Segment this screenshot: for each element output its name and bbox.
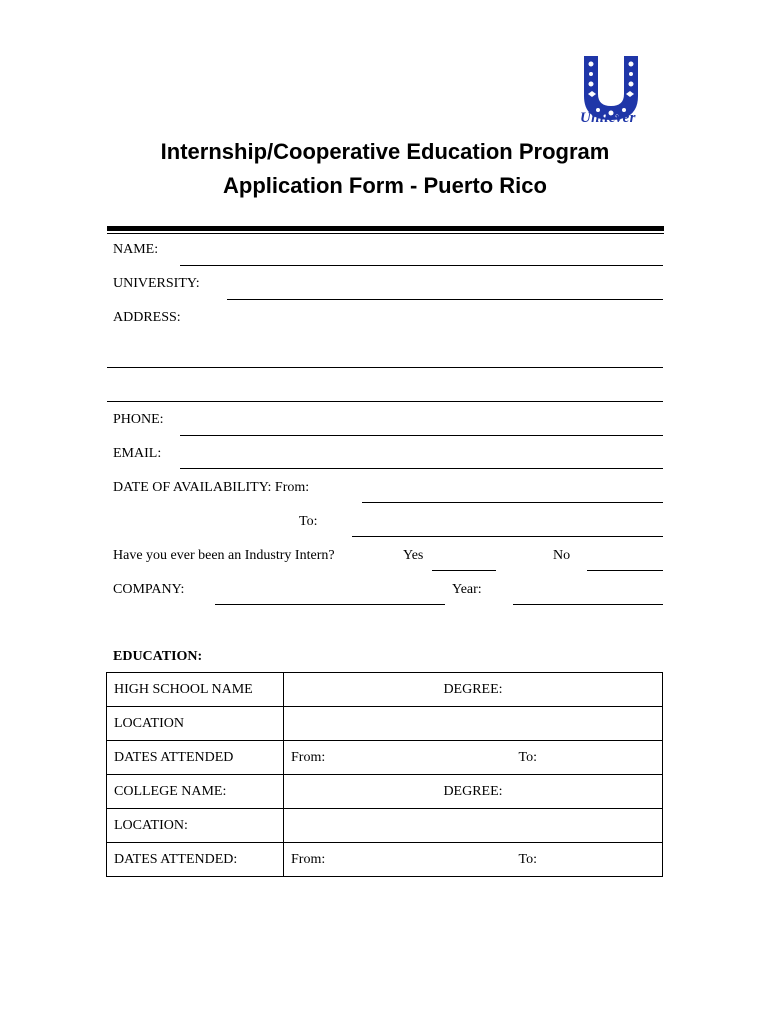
college-degree-cell[interactable]: [284, 775, 663, 809]
college-location-label: LOCATION:: [107, 809, 284, 843]
availability-from-label: DATE OF AVAILABILITY: From:: [113, 480, 310, 495]
email-label: EMAIL:: [113, 446, 162, 461]
year-field[interactable]: [513, 604, 663, 605]
availability-from-field[interactable]: [362, 502, 663, 503]
header-divider-thick: [107, 226, 664, 231]
university-label: UNIVERSITY:: [113, 276, 200, 291]
form-title-line1: Internship/Cooperative Education Program: [160, 139, 610, 164]
email-field[interactable]: [180, 468, 663, 469]
address-label: ADDRESS:: [113, 310, 181, 325]
table-row: [107, 843, 663, 877]
to-label: To:: [518, 749, 537, 765]
address-field-line1[interactable]: [107, 367, 663, 368]
high-school-location-cell[interactable]: [284, 707, 663, 741]
high-school-dates-cell[interactable]: [284, 741, 663, 775]
to-label: To:: [518, 851, 537, 867]
name-field[interactable]: [180, 265, 663, 266]
table-row: [107, 741, 663, 775]
from-label: From:: [291, 851, 326, 867]
degree-label: DEGREE:: [443, 681, 503, 697]
high-school-location-label: LOCATION: [107, 707, 284, 741]
education-table: [106, 672, 663, 877]
college-location-cell[interactable]: [284, 809, 663, 843]
unilever-wordmark: Unilever: [580, 110, 636, 126]
no-field[interactable]: [587, 570, 663, 571]
degree-label: DEGREE:: [443, 783, 503, 799]
table-row: [107, 673, 663, 707]
education-heading: EDUCATION:: [113, 649, 203, 664]
phone-label: PHONE:: [113, 412, 164, 427]
header-divider-thin: [107, 233, 664, 234]
high-school-dates-label: DATES ATTENDED: [107, 741, 284, 775]
table-row: [107, 707, 663, 741]
availability-to-label: To:: [299, 514, 318, 529]
availability-to-field[interactable]: [352, 536, 663, 537]
intern-question-label: Have you ever been an Industry Intern?: [113, 548, 335, 563]
yes-field[interactable]: [432, 570, 496, 571]
form-title-line2: Application Form - Puerto Rico: [223, 173, 547, 198]
address-field-line2[interactable]: [107, 401, 663, 402]
college-dates-label: DATES ATTENDED:: [107, 843, 284, 877]
from-label: From:: [291, 749, 326, 765]
no-label: No: [553, 548, 571, 563]
college-dates-cell[interactable]: [284, 843, 663, 877]
phone-field[interactable]: [180, 435, 663, 436]
table-row: [107, 809, 663, 843]
name-label: NAME:: [113, 242, 159, 257]
year-label: Year:: [452, 582, 482, 597]
yes-label: Yes: [403, 548, 424, 563]
university-field[interactable]: [227, 299, 663, 300]
college-name-label: COLLEGE NAME:: [107, 775, 284, 809]
table-row: [107, 775, 663, 809]
company-label: COMPANY:: [113, 582, 185, 597]
company-field[interactable]: [215, 604, 445, 605]
high-school-name-label: HIGH SCHOOL NAME: [107, 673, 284, 707]
high-school-degree-cell[interactable]: [284, 673, 663, 707]
